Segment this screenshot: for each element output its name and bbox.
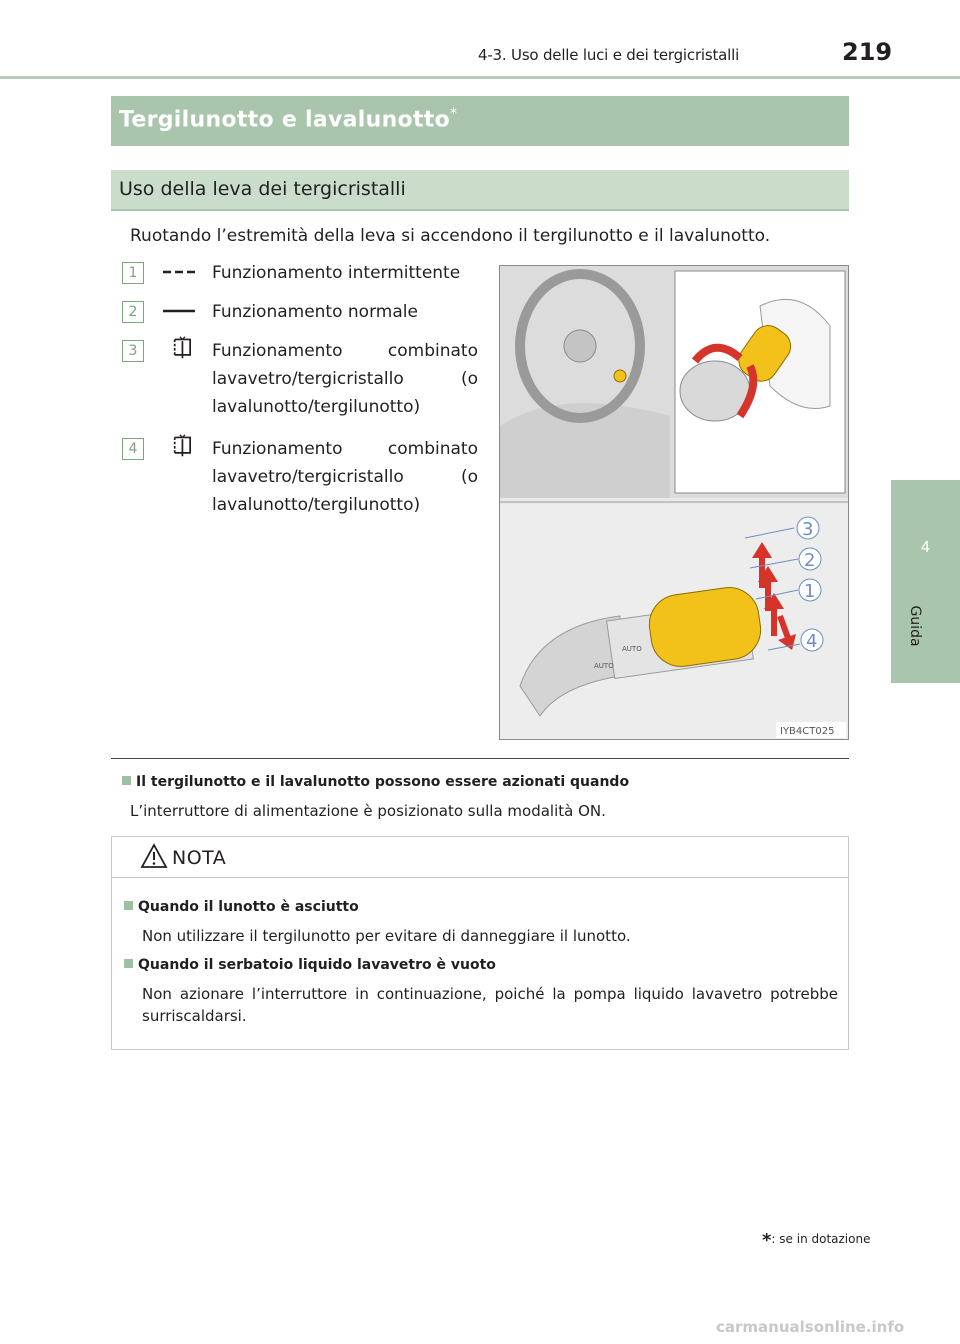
rear-washer-icon — [162, 434, 196, 458]
notice-title: NOTA — [172, 847, 227, 869]
section-title: Tergilunotto e lavalunotto — [119, 107, 451, 133]
notice-entry-heading-2 — [124, 957, 496, 973]
callout-label-3: 3 — [802, 519, 814, 540]
section-title-wrap — [119, 106, 457, 132]
notice-entry-body-2: Non azionare l’interruttore in continuazione, poiché la pompa liquido lavavetro potrebbe surriscaldarsi. — [142, 985, 838, 1025]
subsection-banner — [111, 170, 849, 210]
subsection-rule — [111, 209, 849, 211]
watermark: carmanualsonline.info — [716, 1318, 905, 1336]
item-text-1: Funzionamento intermittente — [212, 263, 461, 283]
item-text-2: Funzionamento normale — [212, 302, 418, 322]
notice-box — [111, 836, 849, 1050]
section-divider — [111, 758, 849, 759]
chapter-tab — [891, 480, 960, 683]
chapter-number: 4 — [920, 538, 931, 556]
subsection-title: Uso della leva dei tergicristalli — [119, 178, 406, 200]
item-number-4: 4 — [122, 438, 144, 460]
chapter-label-wrap — [895, 605, 935, 648]
lever-auto-label-2: AUTO — [594, 662, 614, 670]
footnote-text: : se in dotazione — [771, 1232, 871, 1246]
section-asterisk: * — [450, 106, 458, 122]
notice-entry-body-1: Non utilizzare il tergilunotto per evitare di danneggiare il lunotto. — [142, 927, 631, 945]
callout-label-1: 1 — [804, 581, 816, 602]
wiper-lever-illustration — [499, 265, 849, 740]
lever-auto-label-1: AUTO — [622, 645, 642, 653]
item-text-4: Funzionamento combinato lavavetro/tergicristallo (o lavalunotto/tergilunotto) — [212, 439, 478, 515]
header-rule — [0, 76, 960, 79]
notice-entry-heading-text-2: Quando il serbatoio liquido lavavetro è vuoto — [138, 957, 496, 973]
page-number: 219 — [842, 38, 893, 66]
note-heading-text: Il tergilunotto e il lavalunotto possono essere azionati quando — [136, 774, 630, 790]
steering-hub — [564, 330, 596, 362]
square-bullet-icon — [122, 776, 131, 785]
notice-entry-heading-text-1: Quando il lunotto è asciutto — [138, 899, 359, 915]
notice-title-rule — [112, 877, 848, 878]
lever-tip-small — [614, 370, 626, 382]
illustration-drawing — [500, 266, 849, 740]
square-bullet-icon — [124, 959, 133, 968]
notice-entry-heading-1 — [124, 899, 359, 915]
solid-line-icon — [162, 301, 196, 325]
warning-triangle-icon — [140, 843, 168, 869]
item-number-2: 2 — [122, 301, 144, 323]
item-number-1: 1 — [122, 262, 144, 284]
item-number-3: 3 — [122, 340, 144, 362]
square-bullet-icon — [124, 901, 133, 910]
illustration-code: IYB4CT025 — [780, 726, 835, 737]
note-heading — [122, 774, 629, 790]
running-header: 4-3. Uso delle luci e dei tergicristalli — [478, 46, 740, 64]
intro-text: Ruotando l’estremità della leva si accendono il tergilunotto e il lavalunotto. — [130, 226, 771, 246]
footnote-asterisk: * — [762, 1230, 772, 1251]
callout-label-2: 2 — [804, 550, 816, 571]
callout-label-4: 4 — [806, 631, 818, 652]
section-banner — [111, 96, 849, 146]
item-text-3: Funzionamento combinato lavavetro/tergicristallo (o lavalunotto/tergilunotto) — [212, 341, 478, 417]
note-body: L’interruttore di alimentazione è posizionato sulla modalità ON. — [130, 802, 606, 820]
dashed-line-icon — [162, 262, 196, 286]
rear-washer-icon — [162, 336, 196, 360]
chapter-label: Guida — [907, 605, 923, 647]
footnote — [762, 1230, 870, 1251]
